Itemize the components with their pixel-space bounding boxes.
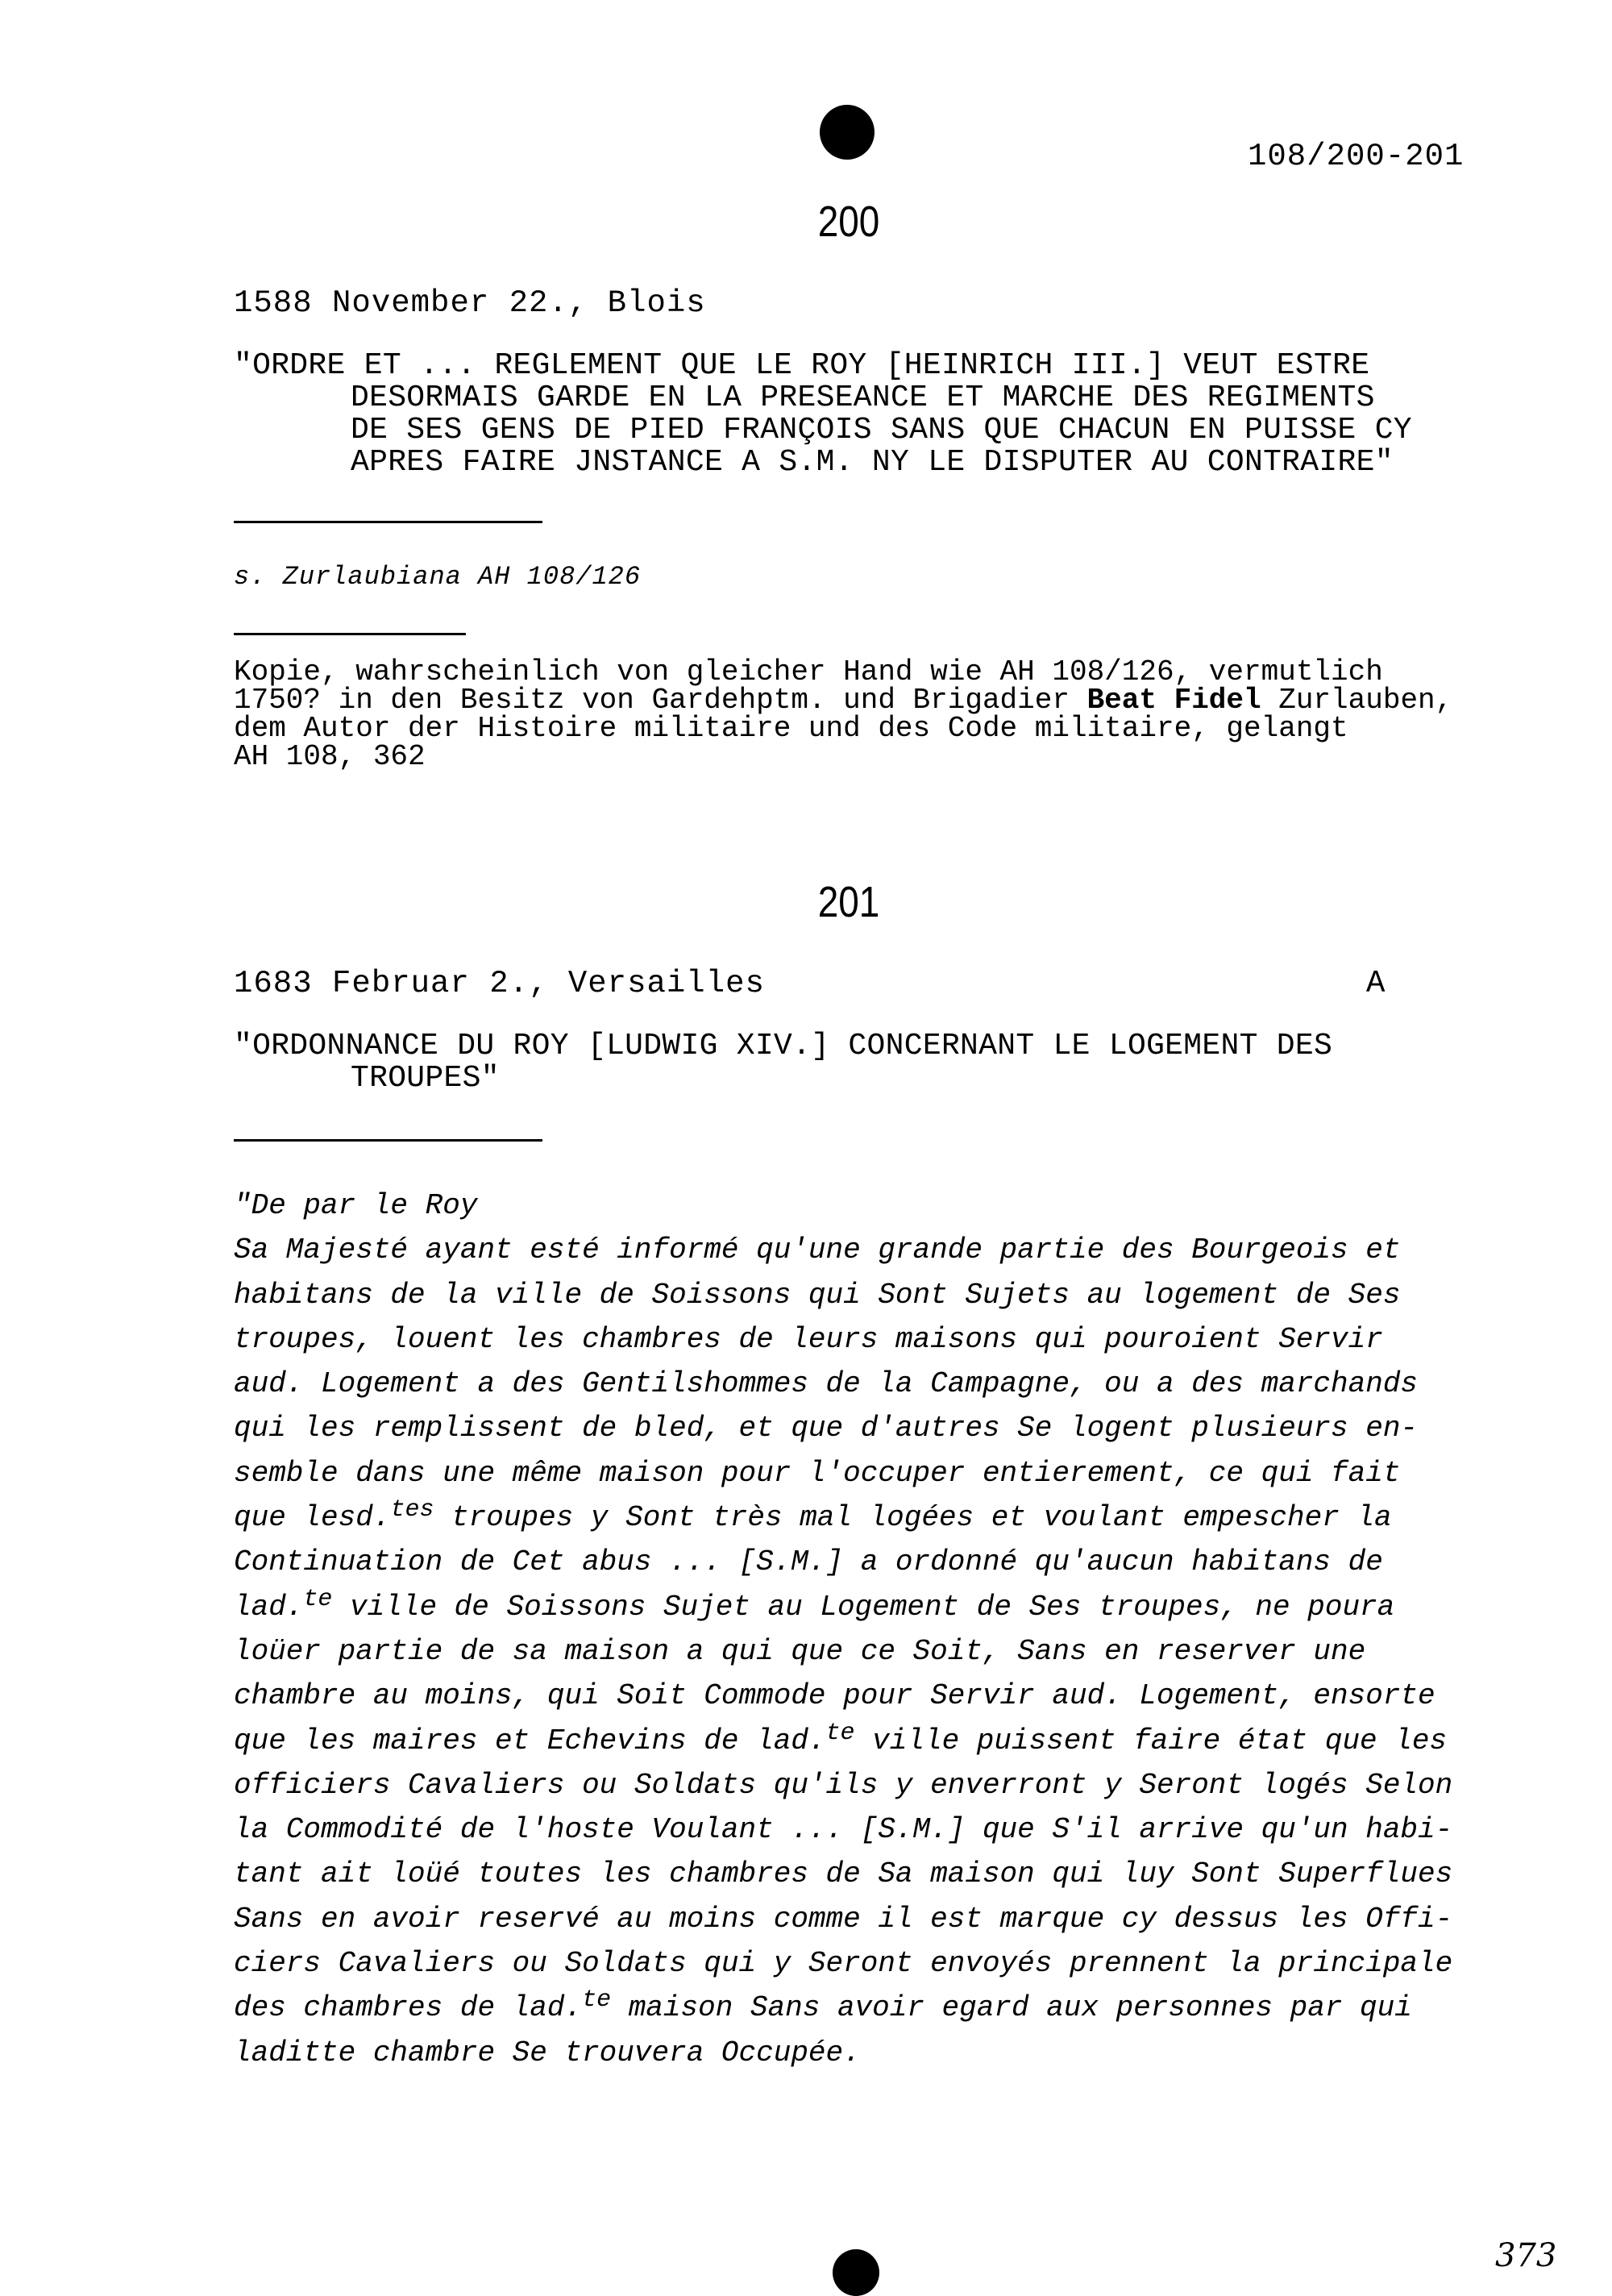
quote-line: loüer partie de sa maison a qui que ce Soit, Sans en reserver une xyxy=(234,1634,1366,1668)
entry-200-note xyxy=(234,655,1453,773)
quote-line: habitans de la ville de Soissons qui Sont Sujets au logement de Ses xyxy=(234,1278,1401,1312)
handwritten-page-mark: 373 xyxy=(1495,2237,1557,2274)
title-line: APRES FAIRE JNSTANCE A S.M. NY LE DISPUTER AU CONTRAIRE" xyxy=(351,445,1394,480)
entry-201-copy-mark: A xyxy=(1366,966,1386,1001)
title-line: DESORMAIS GARDE EN LA PRESEANCE ET MARCHE DES REGIMENTS xyxy=(351,381,1375,415)
document-reference: 108/200-201 xyxy=(1248,139,1465,174)
quote-line: ciers Cavaliers ou Soldats qui y Seront envoyés prennent la principale xyxy=(234,1947,1453,1981)
note-line: 1750? in den Besitz von Gardehptm. und Brigadier Beat Fidel Zurlauben, xyxy=(234,684,1453,717)
punch-hole-top xyxy=(820,105,875,160)
entry-200-title xyxy=(234,350,1412,479)
quote-line: Sa Majesté ayant esté informé qu'une grande partie des Bourgeois et xyxy=(234,1233,1401,1267)
divider-rule xyxy=(234,633,466,635)
quote-line: des chambres de lad.$^{te}$ maison Sans avoir egard aux personnes par qui xyxy=(234,1986,1412,2025)
entry-201-quote xyxy=(234,1183,1452,2075)
title-line: "ORDRE ET ... REGLEMENT QUE LE ROY [HEINRICH III.] VEUT ESTRE xyxy=(234,348,1370,383)
divider-rule xyxy=(234,1139,542,1142)
quote-line: que lesd.$^{tes}$ troupes y Sont très mal logées et voulant empescher la xyxy=(234,1496,1392,1535)
quote-line: laditte chambre Se trouvera Occupée. xyxy=(234,2036,861,2069)
entry-number-201: 201 xyxy=(817,878,880,926)
quote-line: Sans en avoir reservé au moins comme il est marque cy dessus les Offi- xyxy=(234,1902,1453,1936)
quote-line: troupes, louent les chambres de leurs maisons qui pouroient Servir xyxy=(234,1322,1383,1356)
title-line: DE SES GENS DE PIED FRANÇOIS SANS QUE CHACUN EN PUISSE CY xyxy=(351,413,1412,447)
superscript-abbrev: te xyxy=(303,1585,333,1613)
title-line: TROUPES" xyxy=(351,1061,500,1096)
entry-200-source: s. Zurlaubiana AH 108/126 xyxy=(234,562,642,592)
quote-line: qui les remplissent de bled, et que d'autres Se logent plusieurs en- xyxy=(234,1412,1419,1445)
superscript-abbrev: tes xyxy=(390,1496,434,1524)
quote-line: chambre au moins, qui Soit Commode pour Servir aud. Logement, ensorte xyxy=(234,1679,1435,1713)
superscript-abbrev: te xyxy=(825,1719,855,1747)
quote-line: "De par le Roy xyxy=(234,1189,478,1222)
quote-line: officiers Cavaliers ou Soldats qu'ils y enverront y Seront logés Selon xyxy=(234,1768,1453,1802)
note-line: Kopie, wahrscheinlich von gleicher Hand wie AH 108/126, vermutlich xyxy=(234,655,1383,688)
quote-line: que les maires et Echevins de lad.$^{te}$ ville puissent faire état que les xyxy=(234,1719,1448,1757)
entry-200-date-place: 1588 November 22., Blois xyxy=(234,285,706,321)
quote-line: tant ait loüé toutes les chambres de Sa maison qui luy Sont Superflues xyxy=(234,1857,1453,1891)
quote-line: la Commodité de l'hoste Voulant ... [S.M.] que S'il arrive qu'un habi- xyxy=(234,1813,1453,1847)
quote-line: lad.$^{te}$ ville de Soissons Sujet au Logement de Ses troupes, ne poura xyxy=(234,1585,1395,1624)
quote-line: semble dans une même maison pour l'occuper entierement, ce qui fait xyxy=(234,1456,1401,1490)
superscript-abbrev: te xyxy=(582,1986,612,2015)
note-line: dem Autor der Histoire militaire und des Code militaire, gelangt xyxy=(234,712,1348,745)
punch-hole-bottom xyxy=(833,2249,879,2296)
title-line: "ORDONNANCE DU ROY [LUDWIG XIV.] CONCERNANT LE LOGEMENT DES xyxy=(234,1029,1333,1063)
entry-201-date-place: 1683 Februar 2., Versailles xyxy=(234,966,765,1001)
quote-line: Continuation de Cet abus ... [S.M.] a ordonné qu'aucun habitans de xyxy=(234,1545,1383,1579)
quote-line: aud. Logement a des Gentilshommes de la Campagne, ou a des marchands xyxy=(234,1367,1419,1401)
note-name-bold: Beat Fidel xyxy=(1086,684,1261,717)
note-line: AH 108, 362 xyxy=(234,740,426,773)
divider-rule xyxy=(234,521,542,523)
entry-201-title xyxy=(234,1030,1332,1095)
entry-number-200: 200 xyxy=(817,198,880,246)
